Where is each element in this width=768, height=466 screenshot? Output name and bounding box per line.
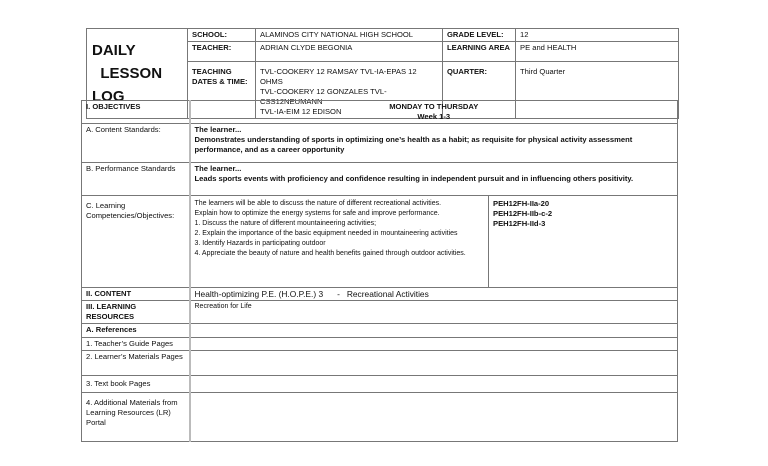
performance-standards-text: The learner... Leads sports events with proficiency and confidence resulting in independent pursuit and in influencing others positivity. xyxy=(190,163,678,196)
dates-label: TEACHING DATES & TIME: xyxy=(188,62,256,119)
reference-value xyxy=(190,338,678,351)
reference-item: 2. Learner’s Materials Pages xyxy=(82,351,190,376)
reference-value xyxy=(190,393,678,442)
school-value: ALAMINOS CITY NATIONAL HIGH SCHOOL xyxy=(256,29,443,42)
reference-value xyxy=(190,351,678,376)
reference-value xyxy=(190,376,678,393)
grade-value: 12 xyxy=(516,29,679,42)
content-standards-text: The learner... Demonstrates understanding of sports in optimizing one’s health as a habit; as requisite for physical activity assessment performance, and as a career opportunity xyxy=(190,124,678,163)
competency-codes: PEH12FH-IIa-20 PEH12FH-IIb-c-2 PEH12FH-IId-3 xyxy=(489,196,678,288)
content-label: II. CONTENT xyxy=(82,288,190,301)
objectives-header: MONDAY TO THURSDAY Week 1-3 xyxy=(190,101,678,124)
content-text: Health-optimizing P.E. (H.O.P.E.) 3 - Recreational Activities xyxy=(190,288,678,301)
teacher-value: ADRIAN CLYDE BEGONIA xyxy=(256,42,443,62)
references-value xyxy=(190,324,678,338)
competencies-label: C. Learning Competencies/Objectives: xyxy=(82,196,190,288)
dates-value: TVL-COOKERY 12 RAMSAY TVL-IA-EPAS 12 OHMS TVL-COOKERY 12 GONZALES TVL-CSS12NEUMANN TVL-IA-EIM 12 EDISON xyxy=(256,62,443,119)
performance-standards-label: B. Performance Standards xyxy=(82,163,190,196)
reference-item: 4. Additional Materials from Learning Resources (LR) Portal xyxy=(82,393,190,442)
quarter-value: Third Quarter xyxy=(516,62,679,119)
competencies-text: The learners will be able to discuss the nature of different recreational activities. Explain how to optimize the energy systems for safe and improve performance. 1. Discuss the nature of different mountaineering activities; 2. Explain the importance of the basic equipment needed in mountaineering activities 3. Identify Hazards in participating outdoor 4. Appreciate the beauty of nature and health benefits gained through outdoor activities. xyxy=(190,196,489,288)
references-label: A. References xyxy=(82,324,190,338)
lesson-table xyxy=(81,100,678,442)
objectives-label: I. OBJECTIVES xyxy=(82,101,190,124)
grade-label: GRADE LEVEL: xyxy=(443,29,516,42)
resources-text: Recreation for Life xyxy=(190,301,678,324)
reference-item: 1. Teacher’s Guide Pages xyxy=(82,338,190,351)
teacher-label: TEACHER: xyxy=(188,42,256,62)
page-title: DAILY LESSON LOG xyxy=(87,29,188,119)
content-standards-label: A. Content Standards: xyxy=(82,124,190,163)
school-label: SCHOOL: xyxy=(188,29,256,42)
resources-label: III. LEARNING RESOURCES xyxy=(82,301,190,324)
area-value: PE and HEALTH xyxy=(516,42,679,62)
quarter-label: QUARTER: xyxy=(443,62,516,119)
reference-item: 3. Text book Pages xyxy=(82,376,190,393)
area-label: LEARNING AREA xyxy=(443,42,516,62)
